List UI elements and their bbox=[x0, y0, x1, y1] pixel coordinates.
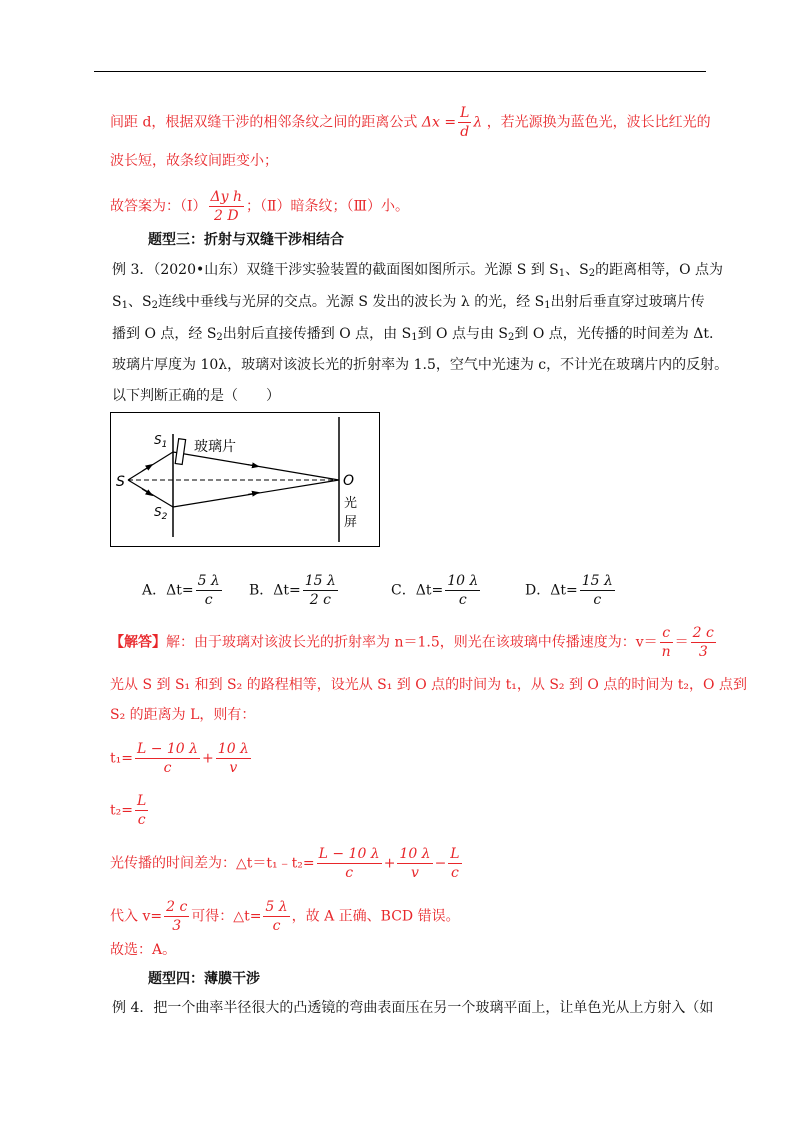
subscript: 2 bbox=[588, 268, 596, 279]
text: 波长短，故条纹间距变小； bbox=[110, 153, 278, 169]
denominator: 2 c bbox=[309, 592, 331, 608]
label-O: O bbox=[343, 473, 355, 489]
answer-paragraph-2 bbox=[110, 152, 278, 170]
equation-delta-t bbox=[110, 845, 464, 882]
ray-S-S2 bbox=[128, 480, 173, 507]
numerator: L bbox=[136, 793, 147, 809]
fraction bbox=[216, 740, 251, 777]
minus: − bbox=[434, 855, 447, 872]
text: ，故 A 正确、BCD 错误。 bbox=[291, 908, 460, 925]
text: 可得：△t= bbox=[191, 908, 262, 925]
fraction bbox=[317, 845, 382, 882]
subscript: 1 bbox=[544, 300, 551, 311]
text: 故选：A。 bbox=[110, 942, 177, 958]
example-3-line-5 bbox=[112, 387, 280, 405]
denominator: c bbox=[345, 865, 354, 881]
example-3-line-3 bbox=[112, 325, 713, 347]
option-label: A．Δt= bbox=[142, 582, 194, 599]
example-4-line-1 bbox=[112, 999, 713, 1017]
text: 故答案为：（I） bbox=[110, 198, 207, 215]
option-label: C．Δt= bbox=[391, 582, 444, 599]
option-fraction bbox=[580, 572, 615, 609]
option-label: D．Δt= bbox=[525, 582, 578, 599]
label-S2-sub: 2 bbox=[161, 512, 168, 522]
subscript: 2 bbox=[151, 300, 158, 311]
text: ，若光源换为蓝色光，波长比红光的 bbox=[486, 114, 711, 131]
fraction bbox=[448, 845, 461, 882]
denominator: 3 bbox=[172, 918, 182, 934]
plus: + bbox=[202, 750, 214, 767]
numerator: 2 c bbox=[692, 625, 714, 641]
text: 光从 S 到 S₁ 和到 S₂ 的路程相等，设光从 S₁ 到 O 点的时间为 t₁，从 S₂ 到 O 点的时间为 t₂，O 点到 bbox=[110, 677, 747, 693]
fraction bbox=[397, 845, 432, 882]
subscript: 1 bbox=[558, 268, 566, 279]
ray-S-S1 bbox=[128, 452, 173, 480]
denominator: 2 D bbox=[213, 208, 239, 224]
arrow-S-S1 bbox=[142, 466, 150, 471]
glass-plate bbox=[175, 439, 185, 465]
example-3-line-1 bbox=[112, 261, 723, 283]
denominator: v bbox=[229, 760, 238, 776]
label-S2 bbox=[154, 505, 168, 522]
text: 的距离相等，O 点为 bbox=[595, 262, 724, 278]
fraction bbox=[164, 898, 189, 935]
fraction bbox=[263, 898, 289, 935]
numerator: L − 10 λ bbox=[136, 741, 199, 757]
fraction bbox=[135, 792, 148, 829]
text: S₂ 的距离为 L，则有： bbox=[110, 707, 256, 723]
denominator: v bbox=[411, 865, 419, 881]
numerator: 10 λ bbox=[447, 573, 479, 589]
option-B[interactable] bbox=[249, 572, 340, 609]
equals: ＝ bbox=[674, 634, 689, 651]
solution-line-2 bbox=[110, 676, 747, 694]
answer-paragraph-1 bbox=[110, 104, 711, 141]
formula-lhs: Δx = bbox=[421, 114, 457, 131]
text: 出射后垂直穿过玻璃片传 bbox=[550, 294, 705, 310]
substitution-line bbox=[110, 898, 460, 935]
label-S2-letter: S bbox=[154, 505, 162, 519]
label-glass: 玻璃片 bbox=[194, 439, 236, 455]
denominator: c bbox=[137, 812, 146, 828]
denominator: c bbox=[204, 592, 213, 608]
text: 播到 O 点，经 S bbox=[112, 326, 217, 342]
numerator: L bbox=[460, 105, 470, 121]
numerator: Δy h bbox=[210, 189, 243, 205]
text: 出射后直接传播到 O 点，由 S bbox=[222, 326, 412, 342]
arrow-S-S2 bbox=[142, 489, 150, 494]
numerator: 5 λ bbox=[197, 573, 220, 589]
label-S1 bbox=[154, 433, 167, 450]
denominator: c bbox=[593, 592, 602, 608]
solution-line-1 bbox=[110, 624, 718, 661]
fraction-dy-h-over-2D bbox=[209, 188, 245, 225]
t2-lhs: t₂= bbox=[110, 802, 133, 819]
denominator: d bbox=[460, 124, 470, 140]
subscript: 1 bbox=[411, 332, 418, 343]
heading-text: 题型三：折射与双缝干涉相结合 bbox=[148, 232, 344, 248]
choose-line bbox=[110, 941, 176, 959]
label-S1-sub: 1 bbox=[161, 440, 168, 450]
text: ；（Ⅱ）暗条纹；（Ⅲ）小。 bbox=[246, 198, 410, 215]
text: 例 4．把一个曲率半径很大的凸透镜的弯曲表面压在另一个玻璃平面上，让单色光从上方射入（如 bbox=[112, 1000, 714, 1016]
denominator: c bbox=[272, 918, 281, 934]
arrow-upper bbox=[248, 465, 256, 466]
option-label: B．Δt= bbox=[249, 582, 301, 599]
option-D[interactable] bbox=[525, 572, 617, 609]
text: 以下判断正确的是（ ） bbox=[112, 388, 280, 404]
solution-line-3 bbox=[110, 706, 255, 724]
text: S bbox=[112, 294, 122, 310]
example-3-line-2 bbox=[112, 293, 705, 315]
t1-lhs: t₁= bbox=[110, 750, 133, 767]
solution-tag: 【解答】 bbox=[110, 634, 166, 651]
label-screen-2: 屏 bbox=[344, 515, 358, 530]
plus: + bbox=[383, 855, 396, 872]
text: 到 O 点，光传播的时间差为 Δt. bbox=[514, 326, 714, 342]
numerator: L bbox=[450, 846, 460, 862]
answer-summary bbox=[110, 188, 409, 225]
denominator: 3 bbox=[698, 644, 708, 660]
numerator: 15 λ bbox=[581, 573, 613, 589]
equation-t1 bbox=[110, 740, 253, 777]
text: 间距 d，根据双缝干涉的相邻条纹之间的距离公式 bbox=[110, 114, 418, 131]
denominator: c bbox=[163, 760, 172, 776]
text: 、S bbox=[565, 262, 589, 278]
subscript: 2 bbox=[216, 332, 223, 343]
fraction-2c-over-3 bbox=[691, 624, 716, 661]
text: 到 O 点与由 S bbox=[417, 326, 509, 342]
text: 解：由于玻璃对该波长光的折射率为 n＝1.5，则光在该玻璃中传播速度为：v＝ bbox=[166, 634, 658, 651]
denominator: c bbox=[458, 592, 467, 608]
fraction bbox=[135, 740, 200, 777]
option-A[interactable] bbox=[142, 572, 224, 609]
numerator: 2 c bbox=[166, 899, 188, 915]
lambda: λ bbox=[473, 114, 483, 131]
header-rule bbox=[94, 71, 706, 72]
equation-t2 bbox=[110, 792, 150, 829]
fraction-c-over-n bbox=[660, 624, 673, 661]
numerator: c bbox=[660, 624, 673, 643]
subscript: 1 bbox=[121, 300, 128, 311]
denominator: c bbox=[451, 865, 459, 881]
label-S: S bbox=[116, 474, 125, 490]
section-heading-4 bbox=[148, 970, 260, 988]
text: 玻璃片厚度为 10λ，玻璃对该波长光的折射率为 1.5，空气中光速为 c，不计光在玻璃片内的反射。 bbox=[112, 357, 729, 373]
label-S1-letter: S bbox=[154, 433, 162, 447]
double-slit-figure bbox=[110, 412, 380, 547]
text: 连线中垂线与光屏的交点。光源 S 发出的波长为 λ 的光，经 S bbox=[157, 294, 545, 310]
example-3-line-4 bbox=[112, 356, 728, 374]
text: 例 3．（2020•山东）双缝干涉实验装置的截面图如图所示。光源 S 到 S bbox=[112, 262, 559, 278]
option-fraction bbox=[445, 572, 480, 609]
heading-text: 题型四：薄膜干涉 bbox=[148, 971, 260, 987]
text: 、S bbox=[127, 294, 152, 310]
denominator: n bbox=[661, 644, 671, 660]
fraction-L-over-d bbox=[458, 104, 471, 141]
delta-t-lhs: 光传播的时间差为：△t＝t₁﹣t₂= bbox=[110, 855, 315, 872]
numerator: 10 λ bbox=[399, 846, 431, 862]
numerator: L − 10 λ bbox=[318, 846, 380, 862]
option-C[interactable] bbox=[391, 572, 482, 609]
option-fraction bbox=[196, 572, 222, 609]
subscript: 2 bbox=[508, 332, 515, 343]
section-heading-3 bbox=[148, 231, 344, 249]
numerator: 5 λ bbox=[265, 899, 288, 915]
numerator: 15 λ bbox=[304, 573, 336, 589]
option-fraction bbox=[303, 572, 338, 609]
label-screen-1: 光 bbox=[344, 496, 358, 511]
text: 代入 v= bbox=[110, 908, 163, 925]
numerator: 10 λ bbox=[217, 741, 249, 757]
